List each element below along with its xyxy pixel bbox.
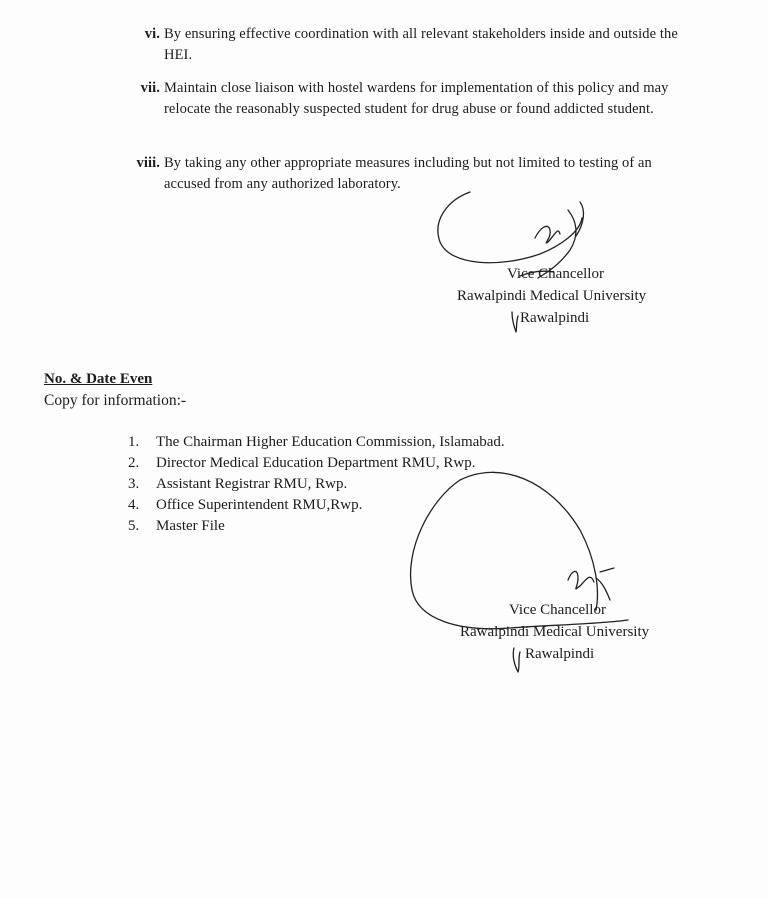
signature-1-tick: [508, 310, 522, 334]
clause-number: viii.: [136, 155, 160, 171]
clause-number: vii.: [140, 80, 160, 96]
clause-text: By taking any other appropriate measures including but not limited to testing of an accused from any authorized laboratory.: [164, 155, 652, 192]
list-item-number: 2.: [128, 455, 140, 471]
signatory-institution: Rawalpindi Medical University: [460, 624, 650, 640]
signature-2-tick: [508, 644, 524, 674]
list-item-number: 3.: [128, 476, 140, 492]
copy-for-information: Copy for information:-: [44, 392, 187, 409]
list-item: [128, 432, 505, 453]
signatory-city: Rawalpindi: [520, 310, 590, 326]
list-item-number: 4.: [128, 497, 140, 513]
list-item-text: Office Superintendent RMU,Rwp.: [156, 497, 363, 513]
clause-vii: [128, 78, 698, 120]
signatory-institution: Rawalpindi Medical University: [457, 288, 647, 304]
list-item-text: Assistant Registrar RMU, Rwp.: [156, 476, 348, 492]
list-item-text: The Chairman Higher Education Commission, Islamabad.: [156, 434, 505, 450]
list-item-number: 1.: [128, 434, 140, 450]
list-item-text: Director Medical Education Department RMU, Rwp.: [156, 455, 476, 471]
list-item-text: Master File: [156, 518, 225, 534]
clause-text: Maintain close liaison with hostel wardens for implementation of this policy and may relocate the reasonably suspected student for drug abuse or found addicted student.: [164, 80, 669, 117]
signatory-title: Vice Chancellor: [509, 602, 606, 618]
clause-viii: [128, 153, 698, 195]
list-item-number: 5.: [128, 518, 140, 534]
reference-heading: No. & Date Even: [44, 371, 153, 387]
clause-number: vi.: [144, 26, 160, 42]
signatory-title: Vice Chancellor: [507, 266, 604, 282]
clause-text: By ensuring effective coordination with all relevant stakeholders inside and outside the HEI.: [164, 26, 678, 63]
signatory-city: Rawalpindi: [525, 646, 595, 662]
clause-vi: [128, 24, 698, 66]
